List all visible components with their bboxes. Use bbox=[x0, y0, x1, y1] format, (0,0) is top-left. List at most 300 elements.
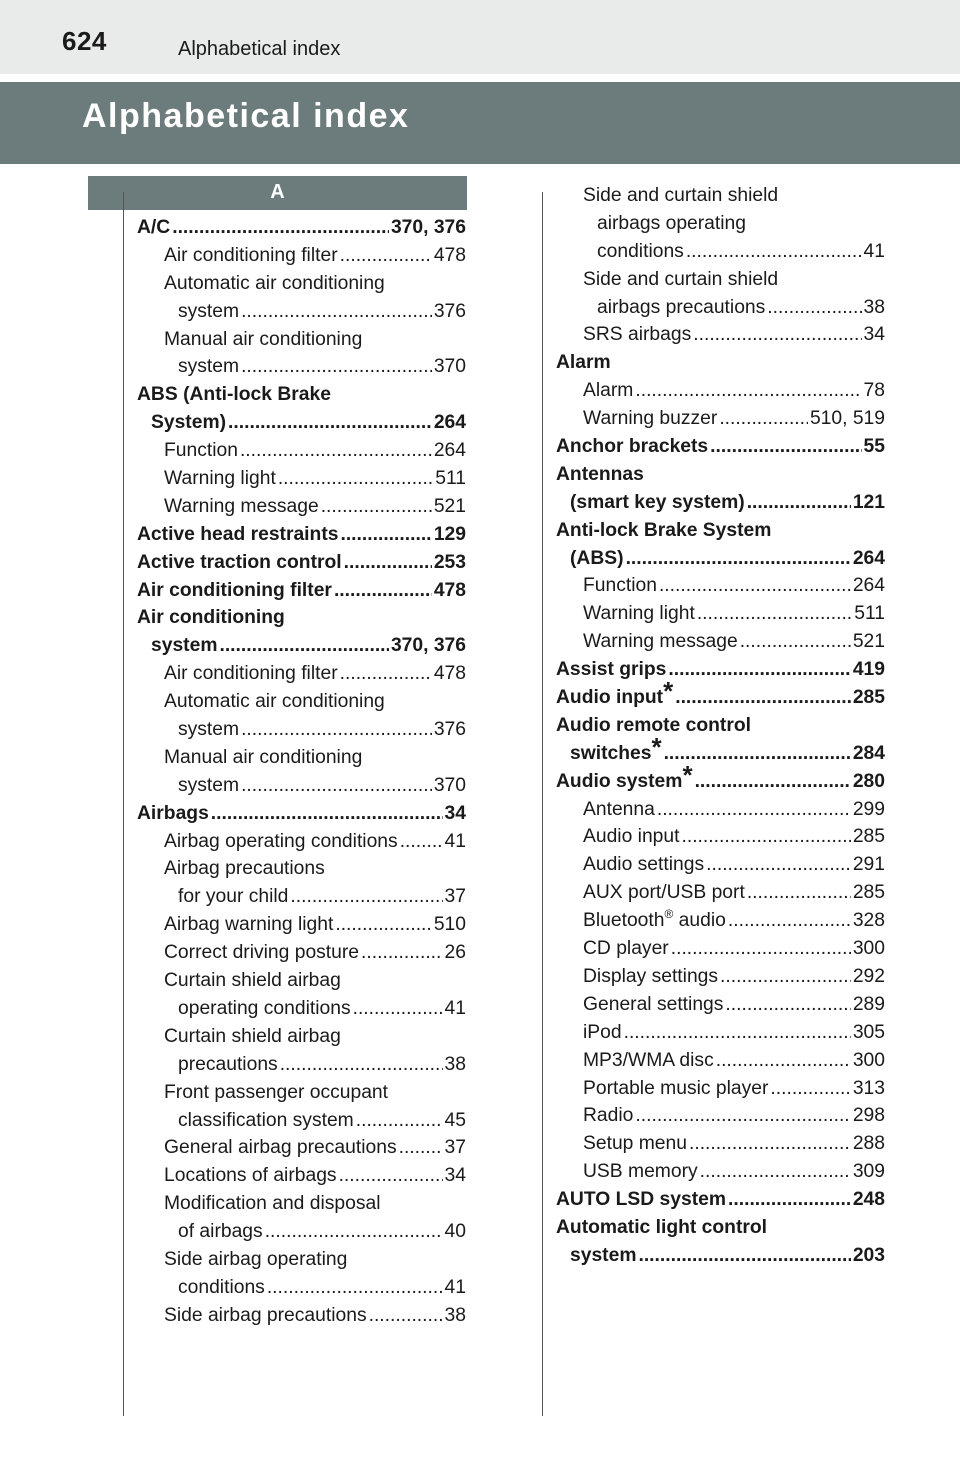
index-entry bbox=[137, 883, 466, 911]
page-reference: 511 bbox=[435, 468, 466, 490]
page-reference: 41 bbox=[444, 1276, 466, 1298]
page-reference: 376 bbox=[433, 719, 466, 741]
dot-leader bbox=[340, 660, 432, 688]
index-entry-text: classification system bbox=[178, 1109, 354, 1131]
index-entry bbox=[137, 270, 466, 298]
dot-leader bbox=[172, 214, 389, 242]
index-entry bbox=[137, 1107, 466, 1135]
page-reference: 521 bbox=[852, 631, 885, 653]
index-entry-text: Warning buzzer bbox=[583, 408, 718, 430]
index-entry bbox=[137, 1134, 466, 1162]
column-rule-middle bbox=[542, 192, 543, 1416]
index-entry-text: Antennas bbox=[556, 463, 644, 485]
running-head: Alphabetical index bbox=[178, 38, 341, 60]
index-entry-text: system bbox=[178, 774, 240, 796]
index-entry-term bbox=[137, 381, 331, 409]
index-column-right bbox=[556, 182, 885, 1270]
index-entry bbox=[137, 911, 466, 939]
index-entry bbox=[556, 1158, 885, 1186]
index-entry-term bbox=[556, 349, 611, 377]
index-entry-text: Audio input bbox=[556, 687, 664, 709]
index-entry-text: ABS (Anti-lock Brake bbox=[137, 384, 331, 406]
index-entry-text: Side airbag operating bbox=[164, 1248, 348, 1270]
index-entry-term bbox=[556, 759, 693, 796]
index-entry-term bbox=[164, 688, 385, 716]
index-entry-text: (smart key system) bbox=[570, 491, 745, 513]
index-entry-text: Front passenger occupant bbox=[164, 1081, 389, 1103]
index-entry-text: system bbox=[178, 356, 240, 378]
index-entry-text: Locations of airbags bbox=[164, 1165, 337, 1187]
index-entry bbox=[137, 828, 466, 856]
index-entry bbox=[137, 353, 466, 381]
index-entry-text: Audio settings bbox=[583, 854, 705, 876]
page-reference: 40 bbox=[444, 1221, 466, 1243]
index-entry-term bbox=[583, 1075, 768, 1103]
index-entry-term bbox=[137, 800, 209, 828]
page-reference: 285 bbox=[852, 882, 885, 904]
index-entry-term bbox=[583, 321, 691, 349]
index-entry bbox=[556, 517, 885, 545]
index-entry bbox=[556, 1130, 885, 1158]
index-entry bbox=[137, 1302, 466, 1330]
index-entry bbox=[137, 326, 466, 354]
index-entry-term bbox=[164, 437, 238, 465]
index-entry bbox=[556, 182, 885, 210]
index-entry-text: Warning light bbox=[164, 468, 276, 490]
dot-leader bbox=[728, 907, 851, 935]
index-entry bbox=[556, 1019, 885, 1047]
dot-leader bbox=[280, 1051, 443, 1079]
index-entry-text: airbags operating bbox=[597, 212, 746, 234]
dot-leader bbox=[719, 405, 808, 433]
page-reference: 376 bbox=[433, 300, 466, 322]
page-reference: 285 bbox=[852, 687, 885, 709]
index-entry-text: precautions bbox=[178, 1053, 278, 1075]
dot-leader bbox=[228, 409, 432, 437]
index-entry-term bbox=[164, 967, 341, 995]
index-entry-term bbox=[164, 465, 276, 493]
dot-leader bbox=[693, 321, 861, 349]
index-entry bbox=[137, 1246, 466, 1274]
dot-leader bbox=[638, 1242, 850, 1270]
index-entry-text: Bluetooth bbox=[583, 910, 665, 932]
index-entry bbox=[556, 545, 885, 573]
dot-leader bbox=[728, 1186, 851, 1214]
registered-mark: ® bbox=[664, 907, 674, 922]
index-entry-text: switches bbox=[570, 742, 652, 764]
dot-leader bbox=[241, 716, 432, 744]
dot-leader bbox=[369, 1302, 443, 1330]
index-entry-term bbox=[164, 242, 338, 270]
index-entry bbox=[556, 676, 885, 712]
index-entry-text: General airbag precautions bbox=[164, 1137, 397, 1159]
dot-leader bbox=[361, 939, 443, 967]
index-entry bbox=[556, 294, 885, 322]
index-entry-text: system bbox=[178, 719, 240, 741]
index-entry-text: Automatic light control bbox=[556, 1216, 768, 1238]
dot-leader bbox=[356, 1107, 443, 1135]
index-entry bbox=[556, 1186, 885, 1214]
index-entry-term bbox=[178, 1051, 278, 1079]
index-entry bbox=[137, 1023, 466, 1051]
page-reference: 511 bbox=[854, 603, 885, 625]
index-entry-term bbox=[164, 326, 362, 354]
dot-leader bbox=[635, 1102, 850, 1130]
index-column-left bbox=[137, 214, 466, 1330]
index-entry bbox=[556, 851, 885, 879]
header-bar bbox=[0, 0, 960, 74]
dot-leader bbox=[241, 298, 432, 326]
index-entry-term bbox=[178, 1218, 263, 1246]
index-entry-term bbox=[583, 963, 718, 991]
dot-leader bbox=[340, 521, 431, 549]
index-entry-term bbox=[583, 879, 745, 907]
page-reference: 264 bbox=[852, 575, 885, 597]
page-reference: 264 bbox=[433, 412, 466, 434]
index-entry-text: Warning message bbox=[583, 631, 738, 653]
page-reference: 34 bbox=[863, 324, 885, 346]
dot-leader bbox=[240, 437, 432, 465]
page-reference: 370, 376 bbox=[390, 217, 466, 238]
dot-leader bbox=[353, 995, 443, 1023]
index-entry-text: Manual air conditioning bbox=[164, 746, 363, 768]
index-entry-term bbox=[137, 577, 332, 605]
index-entry-term bbox=[556, 1186, 726, 1214]
page-reference: 288 bbox=[852, 1133, 885, 1155]
index-entry bbox=[556, 1242, 885, 1270]
index-entry-term bbox=[556, 461, 644, 489]
index-entry-term bbox=[178, 353, 239, 381]
dot-leader bbox=[635, 377, 861, 405]
index-entry bbox=[137, 716, 466, 744]
index-entry-term bbox=[583, 572, 657, 600]
page-reference: 292 bbox=[852, 965, 885, 987]
index-entry bbox=[137, 660, 466, 688]
page-reference: 299 bbox=[852, 798, 885, 820]
index-entry-term bbox=[556, 1214, 767, 1242]
index-entry-term bbox=[164, 1079, 388, 1107]
page-reference: 300 bbox=[852, 1049, 885, 1071]
dot-leader bbox=[725, 991, 850, 1019]
index-entry-text: Airbags bbox=[137, 802, 209, 824]
page-reference: 38 bbox=[863, 296, 885, 318]
page-reference: 41 bbox=[444, 830, 466, 852]
index-entry bbox=[137, 688, 466, 716]
index-entry bbox=[137, 298, 466, 326]
dot-leader bbox=[671, 935, 851, 963]
index-entry-term bbox=[597, 238, 684, 266]
page-reference: 478 bbox=[433, 663, 466, 685]
index-entry bbox=[556, 321, 885, 349]
index-entry bbox=[556, 823, 885, 851]
index-entry-text: conditions bbox=[178, 1276, 265, 1298]
index-entry-text: Air conditioning filter bbox=[164, 663, 338, 685]
dot-leader bbox=[339, 1162, 443, 1190]
page-reference: 300 bbox=[852, 938, 885, 960]
page-reference: 34 bbox=[444, 1165, 466, 1187]
index-entry bbox=[556, 963, 885, 991]
index-entry-text: Airbag warning light bbox=[164, 914, 334, 936]
page-reference: 38 bbox=[444, 1304, 466, 1326]
index-entry bbox=[137, 493, 466, 521]
index-entry-text: Manual air conditioning bbox=[164, 328, 363, 350]
page-reference: 248 bbox=[852, 1189, 885, 1211]
index-entry-term bbox=[164, 660, 338, 688]
index-entry-text: Audio system bbox=[556, 770, 683, 792]
dot-leader bbox=[399, 1134, 443, 1162]
dot-leader bbox=[265, 1218, 443, 1246]
index-entry bbox=[556, 1214, 885, 1242]
index-entry bbox=[556, 731, 885, 768]
page-title: Alphabetical index bbox=[82, 97, 410, 135]
index-entry bbox=[556, 600, 885, 628]
index-entry-text: iPod bbox=[583, 1021, 622, 1043]
index-entry-text: Portable music player bbox=[583, 1077, 769, 1099]
index-entry bbox=[137, 1218, 466, 1246]
index-entry-term bbox=[597, 210, 746, 238]
column-rule-left bbox=[123, 192, 124, 1416]
footnote-asterisk: * bbox=[663, 676, 674, 707]
dot-leader bbox=[716, 1047, 851, 1075]
page-reference: 55 bbox=[863, 436, 885, 458]
index-entry bbox=[556, 1102, 885, 1130]
index-entry bbox=[556, 712, 885, 740]
index-entry-term bbox=[137, 549, 342, 577]
index-entry-term bbox=[164, 270, 385, 298]
page-reference: 37 bbox=[444, 886, 466, 908]
index-entry-term bbox=[583, 600, 695, 628]
index-entry-term bbox=[178, 995, 351, 1023]
index-entry-term bbox=[583, 1158, 698, 1186]
index-entry-text: Correct driving posture bbox=[164, 942, 360, 964]
footnote-asterisk: * bbox=[651, 731, 662, 762]
dot-leader bbox=[340, 242, 432, 270]
dot-leader bbox=[675, 684, 851, 712]
index-entry bbox=[556, 1047, 885, 1075]
index-entry-text: Alarm bbox=[583, 380, 634, 402]
index-entry-text: Curtain shield airbag bbox=[164, 970, 341, 992]
index-entry bbox=[556, 377, 885, 405]
index-entry-text: SRS airbags bbox=[583, 324, 692, 346]
index-entry-term bbox=[583, 1019, 622, 1047]
page-reference: 203 bbox=[852, 1244, 885, 1266]
page-reference: 121 bbox=[852, 491, 885, 513]
index-entry-term bbox=[164, 1302, 367, 1330]
index-entry-text: Airbag operating conditions bbox=[164, 830, 398, 852]
dot-leader bbox=[720, 963, 851, 991]
index-entry bbox=[137, 549, 466, 577]
index-entry bbox=[556, 759, 885, 796]
dot-leader bbox=[219, 632, 388, 660]
dot-leader bbox=[344, 549, 432, 577]
page-reference: 45 bbox=[444, 1109, 466, 1131]
index-entry-text: Curtain shield airbag bbox=[164, 1025, 341, 1047]
dot-leader bbox=[668, 656, 850, 684]
index-entry bbox=[137, 437, 466, 465]
page-reference: 478 bbox=[433, 579, 466, 601]
index-entry-text: operating conditions bbox=[178, 997, 351, 1019]
index-entry-term bbox=[164, 1246, 347, 1274]
index-entry-text: Automatic air conditioning bbox=[164, 691, 385, 713]
index-entry-text: Alarm bbox=[556, 352, 611, 374]
index-entry-text: Function bbox=[583, 575, 657, 597]
index-entry-text: Modification and disposal bbox=[164, 1193, 381, 1215]
dot-leader bbox=[681, 823, 850, 851]
index-entry-text: Airbag precautions bbox=[164, 858, 325, 880]
dot-leader bbox=[659, 572, 851, 600]
index-entry-text: system bbox=[178, 300, 240, 322]
dot-leader bbox=[767, 294, 861, 322]
index-entry bbox=[556, 879, 885, 907]
index-entry bbox=[556, 907, 885, 935]
index-entry bbox=[556, 796, 885, 824]
dot-leader bbox=[400, 828, 443, 856]
index-entry-text: General settings bbox=[583, 993, 724, 1015]
dot-leader bbox=[700, 1158, 851, 1186]
page-reference: 41 bbox=[863, 240, 885, 262]
index-entry-term bbox=[164, 828, 398, 856]
index-entry-text: Assist grips bbox=[556, 659, 667, 681]
page-reference: 370, 376 bbox=[390, 635, 466, 657]
index-entry-term bbox=[178, 716, 239, 744]
page-reference: 253 bbox=[433, 551, 466, 573]
index-entry bbox=[556, 656, 885, 684]
index-entry-text: AUX port/USB port bbox=[583, 882, 745, 904]
page-reference: 284 bbox=[852, 742, 885, 764]
index-entry-term bbox=[178, 883, 288, 911]
dot-leader bbox=[626, 545, 851, 573]
index-entry bbox=[137, 1079, 466, 1107]
index-entry-term bbox=[583, 907, 726, 935]
index-entry-text-suffix: audio bbox=[673, 910, 726, 932]
dot-leader bbox=[290, 883, 442, 911]
index-entry-text: Side and curtain shield bbox=[583, 185, 779, 206]
index-entry-text: Anti-lock Brake System bbox=[556, 519, 772, 541]
page-reference: 370 bbox=[433, 774, 466, 796]
index-entry bbox=[137, 381, 466, 409]
index-entry bbox=[556, 210, 885, 238]
index-entry-text: System) bbox=[151, 412, 227, 434]
index-entry-term bbox=[583, 823, 679, 851]
index-entry-term bbox=[164, 1134, 397, 1162]
index-entry bbox=[137, 409, 466, 437]
dot-leader bbox=[697, 600, 852, 628]
index-entry-text: Side and curtain shield bbox=[583, 268, 779, 290]
index-entry-term bbox=[178, 772, 239, 800]
index-entry-text: for your child bbox=[178, 886, 289, 908]
index-entry-term bbox=[164, 1190, 381, 1218]
page-reference: 298 bbox=[852, 1105, 885, 1127]
page-reference: 313 bbox=[852, 1077, 885, 1099]
index-entry-term bbox=[583, 266, 778, 294]
index-entry-term bbox=[178, 1274, 265, 1302]
index-entry bbox=[137, 465, 466, 493]
page-reference: 285 bbox=[852, 826, 885, 848]
index-entry-term bbox=[556, 656, 666, 684]
index-entry-text: Display settings bbox=[583, 965, 719, 987]
dot-leader bbox=[689, 1130, 851, 1158]
index-entry bbox=[137, 1190, 466, 1218]
index-entry-term bbox=[178, 298, 239, 326]
section-letter-heading: A bbox=[88, 176, 467, 210]
index-entry-text: Automatic air conditioning bbox=[164, 272, 385, 294]
index-entry-term bbox=[583, 796, 655, 824]
dot-leader bbox=[624, 1019, 851, 1047]
page-reference: 305 bbox=[852, 1021, 885, 1043]
page-reference: 328 bbox=[852, 910, 885, 932]
index-entry bbox=[556, 1075, 885, 1103]
index-entry-term bbox=[583, 182, 778, 210]
page-reference: 280 bbox=[852, 770, 885, 792]
index-entry-term bbox=[583, 851, 704, 879]
page-reference: 264 bbox=[852, 547, 885, 569]
index-entry-text: USB memory bbox=[583, 1161, 698, 1183]
index-entry-text: Warning message bbox=[164, 495, 319, 517]
index-entry bbox=[137, 632, 466, 660]
page-reference: 26 bbox=[444, 942, 466, 964]
index-entry-text: Radio bbox=[583, 1105, 634, 1127]
index-entry-term bbox=[597, 294, 765, 322]
index-entry-text: CD player bbox=[583, 938, 669, 960]
index-entry bbox=[137, 995, 466, 1023]
index-entry bbox=[137, 242, 466, 270]
index-entry-text: Active head restraints bbox=[137, 523, 339, 545]
index-entry-text: A/C bbox=[137, 217, 171, 238]
page-reference: 289 bbox=[852, 993, 885, 1015]
index-entry-text: Audio input bbox=[583, 826, 680, 848]
index-entry-text: of airbags bbox=[178, 1221, 263, 1243]
dot-leader bbox=[710, 433, 861, 461]
index-entry bbox=[137, 604, 466, 632]
index-entry-term bbox=[583, 628, 738, 656]
index-entry bbox=[556, 238, 885, 266]
index-entry-text: Anchor brackets bbox=[556, 436, 709, 458]
index-entry-text: Antenna bbox=[583, 798, 655, 820]
index-entry-text: MP3/WMA disc bbox=[583, 1049, 714, 1071]
index-entry-text: Audio remote control bbox=[556, 714, 751, 736]
index-entry-term bbox=[164, 1023, 341, 1051]
index-entry-term bbox=[570, 731, 662, 768]
page-reference: 510, 519 bbox=[809, 408, 885, 430]
index-entry-text: Side airbag precautions bbox=[164, 1304, 367, 1326]
index-entry-text: Function bbox=[164, 440, 238, 462]
dot-leader bbox=[695, 768, 851, 796]
page-reference: 264 bbox=[433, 440, 466, 462]
index-entry bbox=[556, 349, 885, 377]
index-entry bbox=[137, 1274, 466, 1302]
page-reference: 309 bbox=[852, 1161, 885, 1183]
page-reference: 419 bbox=[852, 659, 885, 681]
index-entry-term bbox=[556, 676, 674, 712]
index-entry bbox=[137, 855, 466, 883]
footnote-asterisk: * bbox=[682, 759, 693, 790]
index-entry-term bbox=[583, 991, 723, 1019]
dot-leader bbox=[241, 353, 432, 381]
dot-leader bbox=[747, 489, 851, 517]
index-entry-term bbox=[164, 493, 319, 521]
index-entry-term bbox=[583, 405, 717, 433]
index-entry bbox=[556, 628, 885, 656]
dot-leader bbox=[657, 796, 851, 824]
dot-leader bbox=[211, 800, 443, 828]
index-entry bbox=[137, 1162, 466, 1190]
index-entry-term bbox=[137, 521, 338, 549]
index-entry-term bbox=[164, 939, 359, 967]
index-entry-term bbox=[583, 1130, 687, 1158]
index-entry-text: conditions bbox=[597, 240, 684, 262]
dot-leader bbox=[334, 577, 432, 605]
index-entry bbox=[137, 744, 466, 772]
